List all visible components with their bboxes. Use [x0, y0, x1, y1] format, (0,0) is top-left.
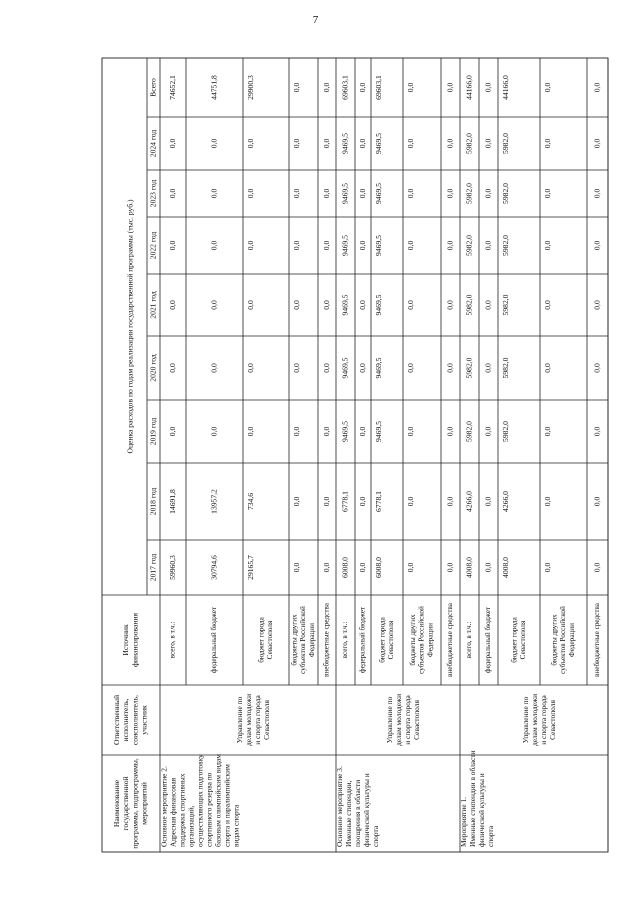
- table-cell-value: 5982,0: [464, 235, 474, 256]
- header-year: 2023 год: [148, 179, 158, 208]
- table-cell-value: 5982,0: [464, 294, 474, 316]
- table-cell-value: 9469,5: [373, 133, 383, 154]
- table-cell-value: 4008,0: [500, 557, 510, 578]
- group-name: физической культуры и: [362, 773, 372, 847]
- table-cell-value: 0,0: [445, 300, 455, 310]
- table-cell-value: 0,0: [209, 426, 219, 437]
- table-cell-value: 0,0: [445, 82, 455, 93]
- group-executor: делам молодежи: [394, 693, 404, 747]
- table-cell-value: 5982,0: [500, 133, 510, 154]
- table-cell-value: 0,0: [245, 240, 255, 251]
- header-year: 2024 год: [148, 129, 158, 158]
- table-cell-value: 0,0: [321, 363, 331, 373]
- header-executor: исполнитель,: [121, 698, 131, 742]
- table-cell-value: 5982,0: [500, 235, 510, 256]
- row-source: внебюджетные средства: [322, 603, 331, 677]
- table-cell-value: 0,0: [592, 82, 602, 93]
- table-cell-value: 5982,0: [500, 357, 510, 379]
- group-name: Адресная финансовая: [168, 777, 178, 847]
- table-cell-value: 0,0: [209, 363, 219, 373]
- table-cell-value: 0,0: [291, 188, 301, 199]
- table-cell-value: 5982,0: [500, 183, 510, 204]
- row-source: бюджет города: [378, 617, 387, 663]
- table-cell-value: 44166,0: [500, 75, 510, 100]
- row-source: бюджеты других: [550, 614, 559, 666]
- header-year: 2018 год: [148, 487, 158, 516]
- table-cell-value: 0,0: [321, 496, 331, 507]
- header-year: 2022 год: [148, 231, 158, 260]
- table-cell-value: 9469,5: [373, 421, 383, 442]
- table-cell-value: 0,0: [291, 562, 301, 573]
- table-cell-value: 6778,1: [373, 491, 383, 512]
- table-cell-value: 0,0: [592, 562, 602, 573]
- group-name: Основное мероприятие 3.: [335, 766, 345, 847]
- table-cell-value: 0,0: [542, 426, 552, 437]
- table-cell-value: 0,0: [483, 426, 493, 437]
- table-cell-value: 0,0: [357, 240, 367, 251]
- table-cell-value: 0,0: [405, 82, 415, 93]
- table-cell-value: 0,0: [291, 240, 301, 251]
- row-source: субъектов Российской: [299, 606, 308, 674]
- group-name: Мероприятие 1.: [459, 796, 469, 847]
- table-cell-value: 0,0: [445, 562, 455, 573]
- header-executor: соисполнитель,: [130, 694, 140, 746]
- group-executor: и спорта города: [403, 695, 413, 745]
- table-cell-value: 0,0: [209, 300, 219, 310]
- table-cell-value: 0,0: [167, 138, 177, 149]
- table-cell-value: 6008,0: [373, 557, 383, 578]
- table-cell-value: 0,0: [405, 138, 415, 149]
- table-cell-value: 9469,5: [340, 183, 350, 204]
- table-cell-value: 0,0: [592, 240, 602, 251]
- row-source: всего, в т.ч.:: [341, 621, 350, 659]
- table-cell-value: 0,0: [445, 363, 455, 373]
- header-executor: участник: [139, 705, 149, 735]
- table-cell-value: 9469,5: [373, 235, 383, 256]
- table-cell-value: 74652,1: [167, 75, 177, 100]
- group-name: Основное мероприятие 2.: [159, 766, 169, 847]
- group-name: спорта и паралимпийским: [222, 764, 232, 847]
- table-cell-value: 0,0: [542, 363, 552, 373]
- table-cell-value: 9469,5: [340, 421, 350, 442]
- group-name: поощрения в области: [353, 779, 363, 847]
- table-cell-value: 9469,5: [340, 294, 350, 316]
- table-cell-value: 9469,5: [373, 183, 383, 204]
- table-cell-value: 0,0: [542, 82, 552, 93]
- table-cell-value: 0,0: [291, 300, 301, 310]
- header-name: Наименование: [111, 779, 121, 828]
- row-source: субъектов Российской: [417, 606, 426, 674]
- table-cell-value: 0,0: [445, 240, 455, 251]
- table-cell-value: 5982,0: [464, 421, 474, 442]
- table-cell-value: 0,0: [542, 138, 552, 149]
- group-name: Именные стипендии в области: [468, 750, 478, 847]
- group-executor: Управление по: [235, 696, 245, 744]
- group-name: поддержка спортивных: [177, 773, 187, 847]
- table-cell-value: 5982,0: [500, 421, 510, 442]
- group-name: спорта: [486, 825, 496, 847]
- group-executor: делам молодежи: [530, 693, 540, 747]
- table-cell-value: 0,0: [592, 496, 602, 507]
- table-cell-value: 0,0: [291, 363, 301, 373]
- group-executor: делам молодежи: [244, 693, 254, 747]
- table-cell-value: 0,0: [592, 188, 602, 199]
- table-cell-value: 69603,1: [340, 75, 350, 100]
- group-name: видам спорта: [231, 804, 241, 847]
- table-cell-value: 0,0: [167, 300, 177, 310]
- group-name: спортивного резерва по: [204, 772, 214, 847]
- header-executor: Ответственный: [111, 694, 121, 746]
- row-source: федеральный бюджет: [358, 606, 367, 674]
- header-year: 2017 год: [148, 553, 158, 582]
- table-cell-value: 44751,8: [209, 75, 219, 100]
- row-source: Федерации: [426, 623, 435, 657]
- header-source: финансирования: [130, 613, 140, 667]
- table-cell-value: 30794,6: [209, 555, 219, 580]
- table-cell-value: 0,0: [291, 138, 301, 149]
- table-cell-value: 0,0: [445, 426, 455, 437]
- table-cell-value: 0,0: [405, 363, 415, 373]
- header-estimate: Оценка расходов по годам реализации государственной программы (тыс. руб.): [125, 199, 135, 454]
- table-cell-value: 0,0: [291, 82, 301, 93]
- table-cell-value: 5982,0: [464, 133, 474, 154]
- table-cell-value: 734,6: [245, 492, 255, 511]
- row-source: бюджеты других: [409, 614, 418, 666]
- table-cell-value: 5982,0: [464, 183, 474, 204]
- table-cell-value: 0,0: [405, 496, 415, 507]
- header-name: мероприятий: [139, 782, 149, 825]
- header-year: 2019 год: [148, 417, 158, 446]
- table-cell-value: 0,0: [321, 240, 331, 251]
- group-name: физической культуры и: [477, 773, 487, 847]
- table-cell-value: 0,0: [405, 562, 415, 573]
- table-cell-value: 0,0: [245, 300, 255, 310]
- table-cell-value: 59960,3: [167, 555, 177, 580]
- table-cell-value: 9469,5: [373, 294, 383, 316]
- header-year: 2020 год: [148, 354, 158, 382]
- table-cell-value: 0,0: [167, 240, 177, 251]
- table-cell-value: 0,0: [357, 363, 367, 373]
- table-cell-value: 0,0: [483, 363, 493, 373]
- group-name: Именные стипендии,: [344, 780, 354, 847]
- row-source: Севастополя: [265, 620, 274, 660]
- group-executor: Севастополя: [548, 700, 558, 740]
- table-cell-value: 0,0: [357, 562, 367, 573]
- table-cell-value: 0,0: [291, 426, 301, 437]
- table-cell-value: 13957,2: [209, 489, 219, 514]
- page-number: 7: [312, 14, 319, 26]
- table-cell-value: 0,0: [321, 138, 331, 149]
- header-name: государственной: [121, 776, 131, 831]
- table-cell-value: 29900,3: [245, 75, 255, 100]
- group-name: спорта: [371, 825, 381, 847]
- table-cell-value: 0,0: [245, 138, 255, 149]
- header-name: программы, подпрограммы,: [130, 758, 140, 849]
- table-cell-value: 0,0: [542, 300, 552, 310]
- table-cell-value: 0,0: [321, 82, 331, 93]
- table-cell-value: 9469,5: [373, 357, 383, 379]
- table-cell-value: 0,0: [357, 82, 367, 93]
- group-name: осуществляющих подготовку: [195, 754, 205, 847]
- row-source: внебюджетные средства: [593, 603, 602, 677]
- table-cell-value: 4266,0: [500, 491, 510, 512]
- row-source: всего, в т.ч.:: [168, 621, 177, 659]
- table-cell-value: 9469,5: [340, 235, 350, 256]
- group-executor: и спорта города: [253, 695, 263, 745]
- group-name: организаций,: [186, 805, 196, 847]
- header-year: Всего: [148, 78, 158, 97]
- table-cell-value: 0,0: [483, 562, 493, 573]
- table-cell-value: 0,0: [291, 496, 301, 507]
- table-cell-value: 0,0: [483, 188, 493, 199]
- table-cell-value: 0,0: [592, 138, 602, 149]
- table-cell-value: 0,0: [483, 300, 493, 310]
- table-cell-value: 0,0: [245, 188, 255, 199]
- table-cell-value: 0,0: [321, 188, 331, 199]
- row-source: федеральный бюджет: [484, 606, 493, 674]
- table-cell-value: 0,0: [483, 82, 493, 93]
- table-cell-value: 4266,0: [464, 491, 474, 512]
- row-source: бюджет города: [510, 617, 519, 663]
- table-cell-value: 0,0: [357, 188, 367, 199]
- table-cell-value: 5982,0: [500, 294, 510, 316]
- table-cell-value: 0,0: [483, 240, 493, 251]
- table-cell-value: 0,0: [321, 300, 331, 310]
- row-source: бюджеты других: [290, 614, 299, 666]
- row-source: субъектов Российской: [559, 606, 568, 674]
- group-executor: и спорта города: [539, 695, 549, 745]
- table-cell-value: 5982,0: [464, 357, 474, 379]
- table-cell-value: 0,0: [542, 188, 552, 199]
- table-cell-value: 0,0: [592, 363, 602, 373]
- table-cell-value: 0,0: [245, 426, 255, 437]
- table-cell-value: 0,0: [445, 188, 455, 199]
- table-cell-value: 0,0: [542, 240, 552, 251]
- table-cell-value: 0,0: [245, 363, 255, 373]
- table-cell-value: 0,0: [405, 188, 415, 199]
- group-executor: Управление по: [385, 696, 395, 744]
- table-cell-value: 0,0: [167, 188, 177, 199]
- group-executor: Севастополя: [412, 700, 422, 740]
- table-cell-value: 0,0: [209, 138, 219, 149]
- row-source: Федерации: [567, 623, 576, 657]
- table-cell-value: 0,0: [321, 562, 331, 573]
- table-cell-value: 0,0: [483, 138, 493, 149]
- group-name: базовым олимпийским видам: [213, 754, 223, 847]
- row-source: Федерации: [307, 623, 316, 657]
- table-cell-value: 0,0: [405, 300, 415, 310]
- group-executor: Севастополя: [262, 700, 272, 740]
- table-cell-value: 9469,5: [340, 133, 350, 154]
- row-source: Севастополя: [386, 620, 395, 660]
- table-cell-value: 0,0: [209, 240, 219, 251]
- row-source: внебюджетные средства: [446, 603, 455, 677]
- table-cell-value: 0,0: [592, 300, 602, 310]
- header-source: Источник: [121, 624, 131, 656]
- table-cell-value: 6778,1: [340, 491, 350, 512]
- table-cell-value: 0,0: [321, 426, 331, 437]
- table-cell-value: 44166,0: [464, 75, 474, 100]
- table-cell-value: 0,0: [167, 426, 177, 437]
- table-cell-value: 0,0: [405, 426, 415, 437]
- table-cell-value: 4008,0: [464, 557, 474, 578]
- table-cell-value: 0,0: [357, 426, 367, 437]
- table-cell-value: 6008,0: [340, 557, 350, 578]
- row-source: федеральный бюджет: [210, 606, 219, 674]
- table-cell-value: 9469,5: [340, 357, 350, 379]
- table-cell-value: 0,0: [405, 240, 415, 251]
- row-source: бюджет города: [257, 617, 266, 663]
- group-executor: Управление по: [521, 696, 531, 744]
- table-cell-value: 0,0: [357, 300, 367, 310]
- table-cell-value: 0,0: [542, 496, 552, 507]
- table-cell-value: 0,0: [445, 138, 455, 149]
- row-source: Севастополя: [518, 620, 527, 660]
- table-cell-value: 0,0: [209, 188, 219, 199]
- table-cell-value: 29165,7: [245, 555, 255, 580]
- table-cell-value: 14691,8: [167, 489, 177, 514]
- table-cell-value: 0,0: [357, 138, 367, 149]
- table-cell-value: 0,0: [542, 562, 552, 573]
- table-cell-value: 0,0: [592, 426, 602, 437]
- row-source: всего, в т.ч.:: [465, 621, 474, 659]
- header-year: 2021 год: [148, 291, 158, 319]
- table-cell-value: 0,0: [483, 496, 493, 507]
- table-cell-value: 0,0: [167, 363, 177, 373]
- table-cell-value: 0,0: [445, 496, 455, 507]
- table-cell-value: 0,0: [357, 496, 367, 507]
- table-cell-value: 69603,1: [373, 75, 383, 100]
